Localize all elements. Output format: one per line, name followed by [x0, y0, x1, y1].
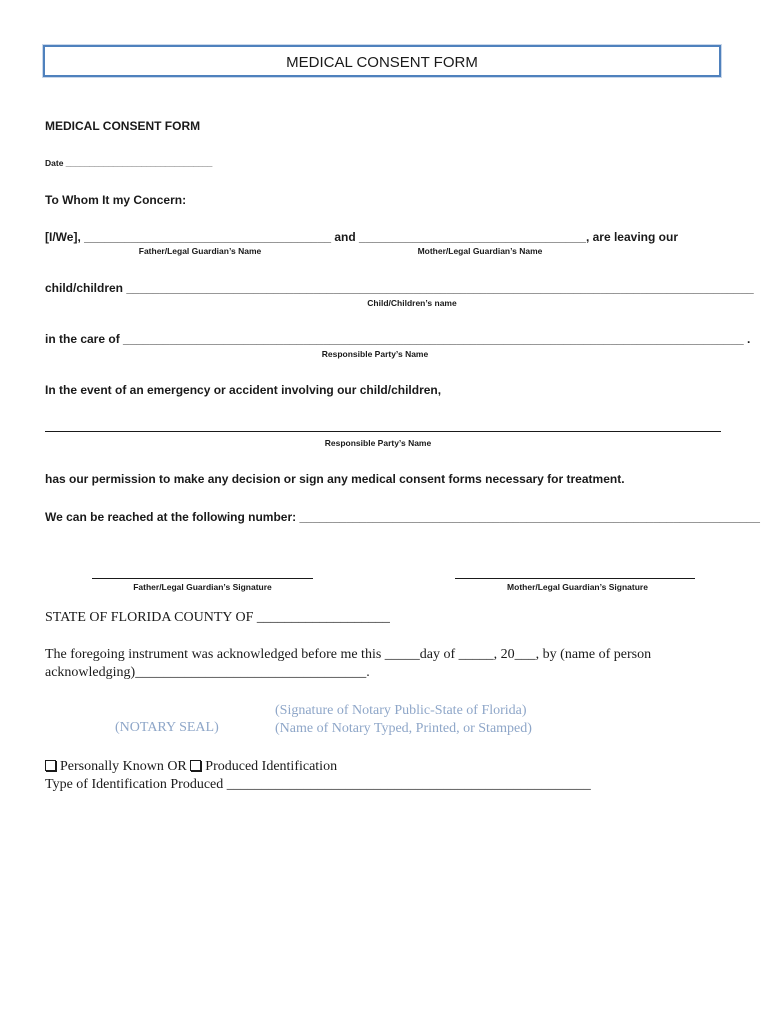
caption-mother-name: Mother/Legal Guardian’s Name: [417, 246, 543, 256]
permission-line: has our permission to make any decision or sign any medical consent forms necessary for treatment.: [45, 472, 625, 486]
acknowledgment-line-2[interactable]: acknowledging)_________________________________.: [45, 665, 370, 680]
greeting: To Whom It my Concern:: [45, 193, 187, 207]
mother-signature-rule[interactable]: [455, 578, 695, 579]
section-heading: MEDICAL CONSENT FORM: [45, 119, 201, 133]
personally-known-label: Personally Known OR: [60, 759, 187, 774]
caption-father-name: Father/Legal Guardian’s Name: [138, 246, 262, 256]
children-line[interactable]: child/children ______________________________________________________________________________________________: [45, 281, 754, 295]
date-field[interactable]: Date _______________________________: [45, 158, 213, 168]
father-signature-rule[interactable]: [92, 578, 313, 579]
identification-type-line[interactable]: Type of Identification Produced ____________________________________________________: [45, 777, 591, 792]
form-title: MEDICAL CONSENT FORM: [286, 54, 478, 71]
notary-seal-placeholder: (NOTARY SEAL): [115, 720, 219, 735]
caption-father-signature: Father/Legal Guardian’s Signature: [133, 582, 272, 592]
caption-responsible-party-1: Responsible Party’s Name: [321, 349, 429, 359]
caption-children-name: Child/Children’s name: [367, 298, 457, 308]
parents-line[interactable]: [I/We], _____________________________________ and __________________________________, are leaving our: [45, 230, 678, 244]
responsible-party-rule[interactable]: [45, 431, 721, 432]
produced-identification-label: Produced Identification: [205, 759, 338, 774]
state-county-line[interactable]: STATE OF FLORIDA COUNTY OF ___________________: [45, 610, 390, 625]
notary-name-placeholder[interactable]: (Name of Notary Typed, Printed, or Stamped): [275, 721, 532, 736]
caption-responsible-party-2: Responsible Party’s Name: [324, 438, 432, 448]
contact-number-line[interactable]: We can be reached at the following number: _____________________________________________________________________: [45, 510, 760, 524]
notary-signature-placeholder[interactable]: (Signature of Notary Public-State of Florida): [275, 703, 527, 718]
caption-mother-signature: Mother/Legal Guardian’s Signature: [507, 582, 648, 592]
emergency-line: In the event of an emergency or accident involving our child/children,: [45, 383, 442, 397]
acknowledgment-line-1[interactable]: The foregoing instrument was acknowledged before me this _____day of _____, 20___, by (name of person: [45, 647, 652, 662]
produced-identification-checkbox[interactable]: [190, 760, 201, 771]
personally-known-checkbox[interactable]: [45, 760, 56, 771]
identification-options: [45, 759, 337, 775]
care-line[interactable]: in the care of _____________________________________________________________________________________________ .: [45, 332, 751, 346]
form-title-banner: [43, 45, 721, 77]
